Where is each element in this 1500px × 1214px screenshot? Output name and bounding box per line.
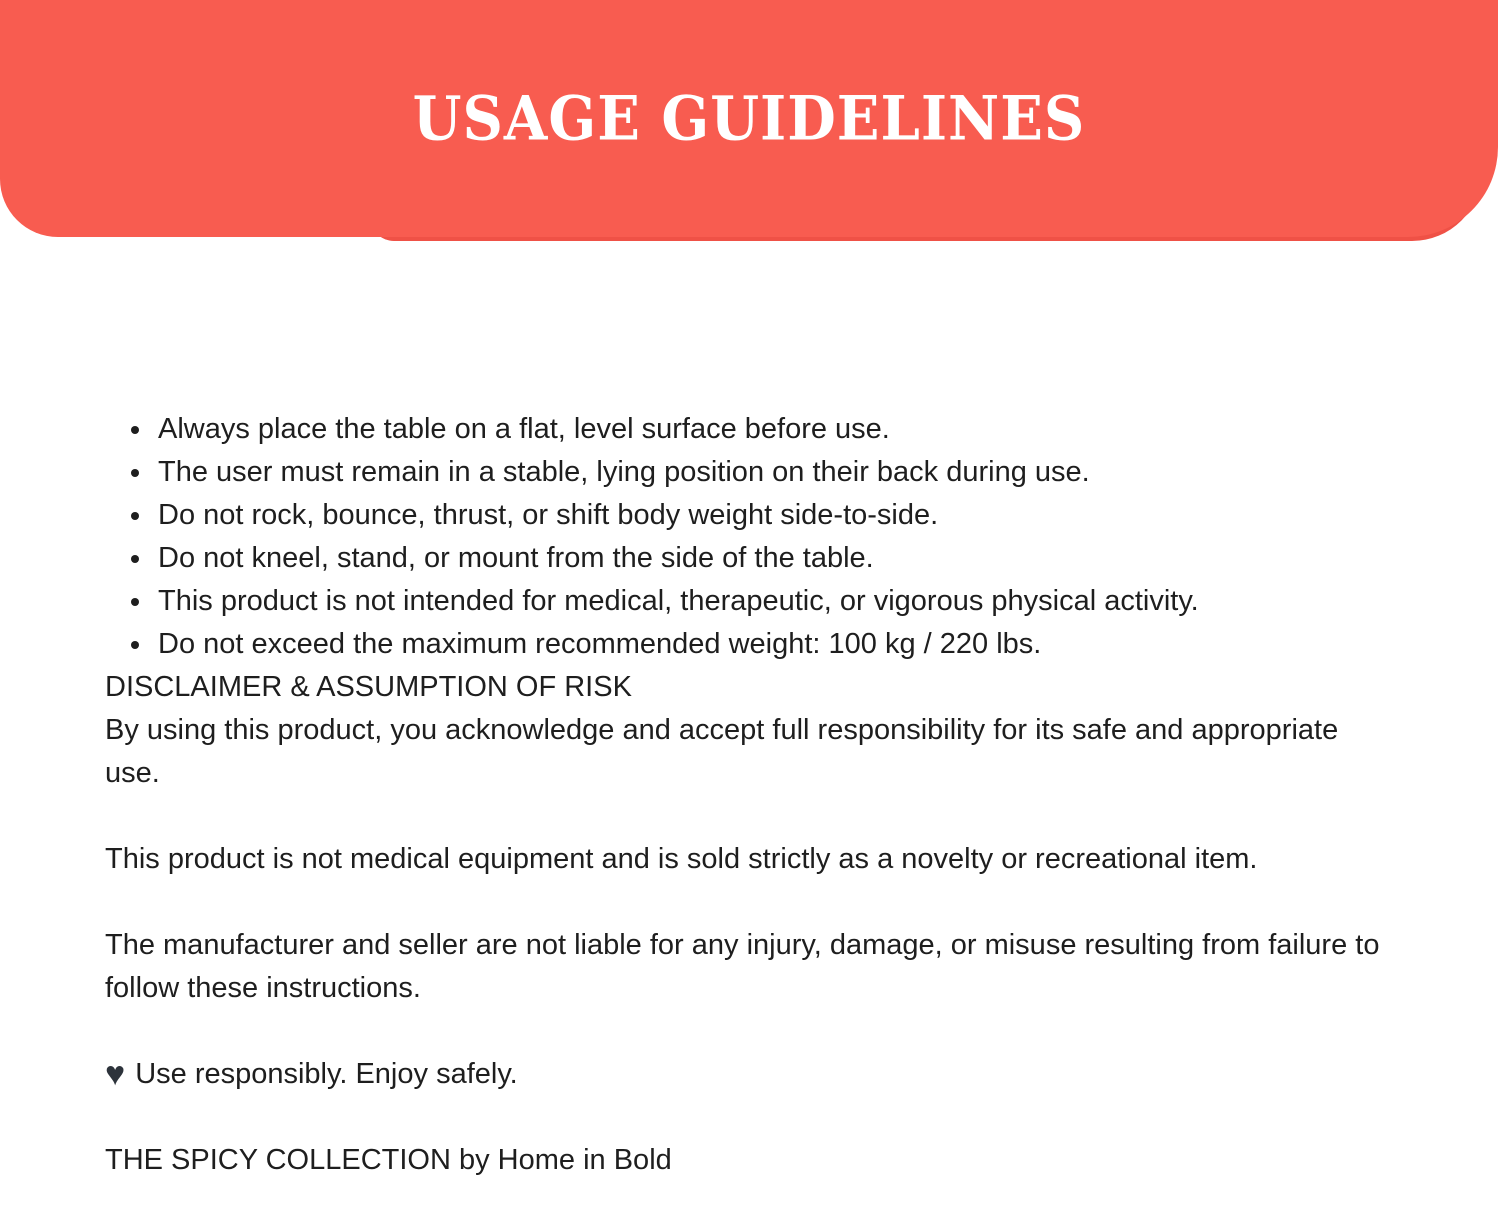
novelty-paragraph: This product is not medical equipment and is sold strictly as a novelty or recreational item. xyxy=(105,843,1258,875)
list-item: Do not rock, bounce, thrust, or shift body weight side-to-side. xyxy=(105,494,1397,537)
list-item: The user must remain in a stable, lying position on their back during use. xyxy=(105,451,1397,494)
list-item: Always place the table on a flat, level surface before use. xyxy=(105,408,1397,451)
disclaimer-heading: DISCLAIMER & ASSUMPTION OF RISK xyxy=(105,671,632,703)
list-item: Do not kneel, stand, or mount from the side of the table. xyxy=(105,537,1397,580)
responsible-note-text: Use responsibly. Enjoy safely. xyxy=(135,1058,518,1090)
heart-icon: ♥ xyxy=(105,1055,126,1093)
responsible-note xyxy=(105,1053,1397,1096)
header-banner xyxy=(0,0,1498,237)
footer-brand-line: THE SPICY COLLECTION by Home in Bold xyxy=(105,1144,672,1176)
liability-paragraph: The manufacturer and seller are not liable for any injury, damage, or misuse resulting from failure to follow these instructions. xyxy=(105,929,1380,1004)
guidelines-content xyxy=(105,408,1397,1182)
guidelines-list xyxy=(105,408,1397,666)
disclaimer-text: By using this product, you acknowledge and accept full responsibility for its safe and appropriate use. xyxy=(105,714,1339,789)
list-item: This product is not intended for medical, therapeutic, or vigorous physical activity. xyxy=(105,580,1397,623)
page-title: USAGE GUIDELINES xyxy=(412,82,1086,155)
list-item: Do not exceed the maximum recommended weight: 100 kg / 220 lbs. xyxy=(105,623,1397,666)
